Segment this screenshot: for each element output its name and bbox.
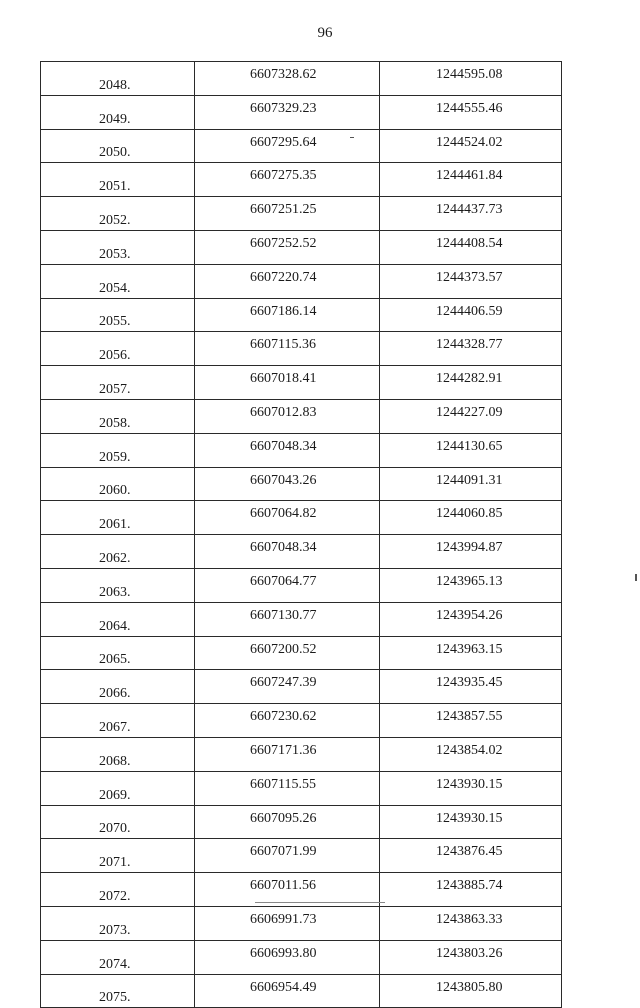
point-number-cell: 2058.: [41, 399, 195, 433]
x-coordinate-cell: 6607071.99: [195, 839, 380, 873]
table-row: [41, 366, 562, 400]
x-coordinate-cell: 6606954.49: [195, 974, 380, 1008]
x-coordinate-cell: 6607171.36: [195, 737, 380, 771]
x-coordinate-cell: 6607064.82: [195, 501, 380, 535]
x-coordinate-cell: 6607328.62: [195, 62, 380, 96]
x-coordinate-cell: 6607220.74: [195, 264, 380, 298]
table-row: [41, 839, 562, 873]
y-coordinate-cell: 1244130.65: [380, 433, 562, 467]
x-coordinate-cell: 6607186.14: [195, 298, 380, 332]
y-coordinate-cell: 1243954.26: [380, 602, 562, 636]
y-coordinate-cell: 1243963.15: [380, 636, 562, 670]
y-coordinate-cell: 1244227.09: [380, 399, 562, 433]
table-row: [41, 568, 562, 602]
table-row: [41, 535, 562, 569]
table-row: [41, 264, 562, 298]
point-number-cell: 2070.: [41, 805, 195, 839]
y-coordinate-cell: 1244524.02: [380, 129, 562, 163]
point-number-cell: 2064.: [41, 602, 195, 636]
y-coordinate-cell: 1244373.57: [380, 264, 562, 298]
x-coordinate-cell: 6607200.52: [195, 636, 380, 670]
point-number-cell: 2051.: [41, 163, 195, 197]
y-coordinate-cell: 1243965.13: [380, 568, 562, 602]
point-number-cell: 2061.: [41, 501, 195, 535]
x-coordinate-cell: 6607247.39: [195, 670, 380, 704]
x-coordinate-cell: 6607048.34: [195, 535, 380, 569]
table-row: [41, 129, 562, 163]
y-coordinate-cell: 1243857.55: [380, 704, 562, 738]
x-coordinate-cell: 6607012.83: [195, 399, 380, 433]
scan-edge-line: [255, 902, 385, 903]
y-coordinate-cell: 1244406.59: [380, 298, 562, 332]
point-number-cell: 2067.: [41, 704, 195, 738]
x-coordinate-cell: 6607115.36: [195, 332, 380, 366]
table-row: [41, 771, 562, 805]
x-coordinate-cell: 6607095.26: [195, 805, 380, 839]
y-coordinate-cell: 1243930.15: [380, 805, 562, 839]
point-number-cell: 2057.: [41, 366, 195, 400]
point-number-cell: 2059.: [41, 433, 195, 467]
x-coordinate-cell: 6607275.35: [195, 163, 380, 197]
point-number-cell: 2062.: [41, 535, 195, 569]
y-coordinate-cell: 1243876.45: [380, 839, 562, 873]
y-coordinate-cell: 1244408.54: [380, 230, 562, 264]
table-row: [41, 467, 562, 501]
table-row: [41, 298, 562, 332]
y-coordinate-cell: 1243994.87: [380, 535, 562, 569]
y-coordinate-cell: 1243885.74: [380, 873, 562, 907]
point-number-cell: 2049.: [41, 95, 195, 129]
y-coordinate-cell: 1244555.46: [380, 95, 562, 129]
table-row: [41, 62, 562, 96]
table-row: [41, 332, 562, 366]
x-coordinate-cell: 6607252.52: [195, 230, 380, 264]
table-row: [41, 433, 562, 467]
x-coordinate-cell: 6606991.73: [195, 906, 380, 940]
scan-speck: [635, 574, 637, 581]
table-row: [41, 704, 562, 738]
x-coordinate-cell: 6607329.23: [195, 95, 380, 129]
x-coordinate-cell: 6607018.41: [195, 366, 380, 400]
y-coordinate-cell: 1243805.80: [380, 974, 562, 1008]
x-coordinate-cell: 6607251.25: [195, 197, 380, 231]
page-number: 96: [317, 25, 333, 41]
point-number-cell: 2048.: [41, 62, 195, 96]
point-number-cell: 2074.: [41, 940, 195, 974]
table-row: [41, 230, 562, 264]
table-row: [41, 602, 562, 636]
y-coordinate-cell: 1244437.73: [380, 197, 562, 231]
x-coordinate-cell: 6606993.80: [195, 940, 380, 974]
x-coordinate-cell: 6607064.77: [195, 568, 380, 602]
point-number-cell: 2052.: [41, 197, 195, 231]
table-row: [41, 974, 562, 1008]
y-coordinate-cell: 1243803.26: [380, 940, 562, 974]
point-number-cell: 2075.: [41, 974, 195, 1008]
x-coordinate-cell: 6607295.64: [195, 129, 380, 163]
table-row: [41, 163, 562, 197]
x-coordinate-cell: 6607115.55: [195, 771, 380, 805]
y-coordinate-cell: 1244091.31: [380, 467, 562, 501]
y-coordinate-cell: 1244595.08: [380, 62, 562, 96]
table-row: [41, 940, 562, 974]
point-number-cell: 2050.: [41, 129, 195, 163]
x-coordinate-cell: 6607011.56: [195, 873, 380, 907]
point-number-cell: 2063.: [41, 568, 195, 602]
scan-speck: [350, 137, 354, 138]
y-coordinate-cell: 1244060.85: [380, 501, 562, 535]
point-number-cell: 2071.: [41, 839, 195, 873]
table-row: [41, 636, 562, 670]
coordinates-table: [40, 61, 562, 1008]
point-number-cell: 2072.: [41, 873, 195, 907]
point-number-cell: 2055.: [41, 298, 195, 332]
table-row: [41, 906, 562, 940]
table-row: [41, 501, 562, 535]
table-row: [41, 737, 562, 771]
x-coordinate-cell: 6607048.34: [195, 433, 380, 467]
y-coordinate-cell: 1243863.33: [380, 906, 562, 940]
y-coordinate-cell: 1243854.02: [380, 737, 562, 771]
table-row: [41, 399, 562, 433]
coordinates-table-body: [41, 62, 562, 1008]
x-coordinate-cell: 6607130.77: [195, 602, 380, 636]
x-coordinate-cell: 6607230.62: [195, 704, 380, 738]
point-number-cell: 2054.: [41, 264, 195, 298]
table-row: [41, 95, 562, 129]
y-coordinate-cell: 1244328.77: [380, 332, 562, 366]
point-number-cell: 2069.: [41, 771, 195, 805]
table-row: [41, 670, 562, 704]
point-number-cell: 2073.: [41, 906, 195, 940]
point-number-cell: 2066.: [41, 670, 195, 704]
y-coordinate-cell: 1244461.84: [380, 163, 562, 197]
table-row: [41, 197, 562, 231]
table-row: [41, 805, 562, 839]
y-coordinate-cell: 1243935.45: [380, 670, 562, 704]
y-coordinate-cell: 1244282.91: [380, 366, 562, 400]
y-coordinate-cell: 1243930.15: [380, 771, 562, 805]
point-number-cell: 2053.: [41, 230, 195, 264]
point-number-cell: 2065.: [41, 636, 195, 670]
x-coordinate-cell: 6607043.26: [195, 467, 380, 501]
point-number-cell: 2068.: [41, 737, 195, 771]
point-number-cell: 2060.: [41, 467, 195, 501]
point-number-cell: 2056.: [41, 332, 195, 366]
